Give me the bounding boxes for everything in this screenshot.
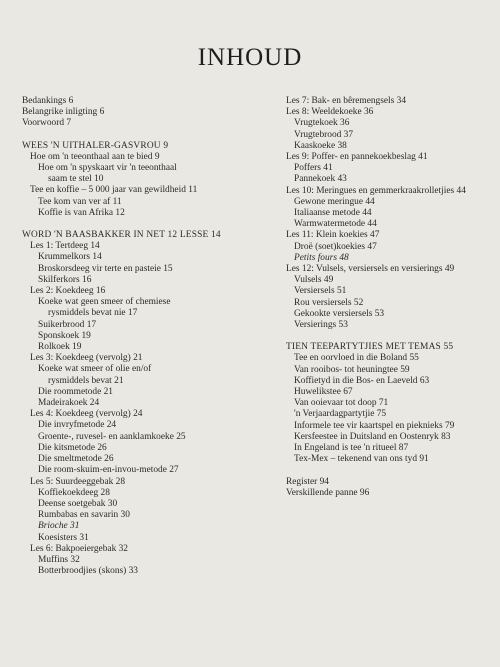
- toc-entry: Die smeltmetode 26: [38, 454, 114, 465]
- toc-entry: Versierings 53: [294, 320, 348, 331]
- toc-entry: Skilferkors 16: [38, 274, 92, 285]
- page-title: INHOUD: [197, 44, 303, 71]
- toc-entry: Italiaanse metode 44: [294, 208, 372, 219]
- toc-entry: Die invryfmetode 24: [38, 420, 117, 431]
- toc-entry: saam te stel 10: [48, 174, 104, 185]
- toc-entry: Petits fours 48: [294, 252, 349, 263]
- toc-entry: Les 4: Koekdeeg (vervolg) 24: [30, 409, 143, 420]
- toc-entry: Suikerbrood 17: [38, 319, 97, 330]
- toc-entry: Koffiekoekdeeg 28: [38, 487, 110, 498]
- toc-entry: TIEN TEEPARTYTJIES MET TEMAS 55: [286, 342, 454, 353]
- toc-entry: Koeke wat smeer of olie en/of: [38, 364, 152, 375]
- toc-entry: Kaaskoeke 38: [294, 140, 347, 151]
- toc-entry: Vrugtekoek 36: [294, 118, 350, 129]
- toc-entry: rysmiddels bevat 21: [48, 375, 124, 386]
- toc-entry: Deense soetgebak 30: [38, 498, 118, 509]
- toc-entry: Madeirakoek 24: [38, 398, 100, 409]
- toc-entry: Kersfeestee in Duitsland en Oostenryk 83: [294, 431, 451, 442]
- toc-entry: Les 12: Vulsels, versiersels en versierings 49: [286, 264, 455, 275]
- toc-entry: Tee en oorvloed in die Boland 55: [294, 353, 419, 364]
- toc-entry: Broskorsdeeg vir terte en pasteie 15: [38, 263, 173, 274]
- toc-entry: Tee kom van ver af 11: [38, 196, 122, 207]
- toc-entry: In Engeland is tee 'n ritueel 87: [294, 443, 409, 454]
- toc-entry: WEES 'N UITHALER-GASVROU 9: [22, 140, 169, 151]
- toc-entry: Vrugtebrood 37: [294, 129, 354, 140]
- toc-entry: Versiersels 51: [294, 286, 347, 297]
- toc-entry: Informele tee vir kaartspel en pieknieks 79: [294, 420, 455, 431]
- toc-entry: Hoe om 'n spyskaart vir 'n teeonthaal: [38, 163, 177, 174]
- toc-entry: Les 7: Bak- en bêremengsels 34: [286, 96, 407, 106]
- toc-left-column: [22, 96, 284, 577]
- toc-entry: Les 3: Koekdeeg (vervolg) 21: [30, 353, 143, 364]
- toc-entry: Les 11: Klein koekies 47: [286, 230, 380, 241]
- toc-entry: Van ooievaar tot doop 71: [294, 398, 389, 409]
- toc-entry: Les 10: Meringues en gemmerkraakrolletjies 44: [286, 185, 466, 196]
- toc-entry: Rolkoek 19: [38, 342, 82, 353]
- toc-entry: Koffie is van Afrika 12: [38, 207, 125, 218]
- toc-entry: Brioche 31: [38, 521, 80, 532]
- toc-entry: Gekookte versiersels 53: [294, 308, 385, 319]
- toc-entry: Droë (soet)koekies 47: [294, 241, 377, 252]
- toc-entry: Les 8: Weeldekoeke 36: [286, 107, 374, 118]
- toc-entry: Poffers 41: [294, 163, 333, 174]
- toc-entry: Groente-, ruvesel- en aanklamkoeke 25: [38, 431, 186, 442]
- toc-entry: Vulsels 49: [294, 275, 334, 286]
- toc-entry: Les 9: Poffer- en pannekoekbeslag 41: [286, 152, 428, 163]
- toc-entry: Koeke wat geen smeer of chemiese: [38, 297, 171, 308]
- toc-entry: Koesisters 31: [38, 532, 89, 543]
- toc-entry: Koffietyd in die Bos- en Laeveld 63: [294, 375, 430, 386]
- toc-entry: Rou versiersels 52: [294, 297, 364, 308]
- toc-entry: WORD 'N BAASBAKKER IN NET 12 LESSE 14: [22, 230, 221, 241]
- toc-entry: Les 5: Suurdeeggebak 28: [30, 476, 126, 487]
- toc-entry: Bedankings 6: [22, 96, 74, 106]
- toc-entry: Sponskoek 19: [38, 330, 91, 341]
- toc-entry: Huwelikstee 67: [294, 387, 353, 398]
- toc-entry: Hoe om 'n teeonthaal aan te bied 9: [30, 151, 160, 162]
- toc-entry: Register 94: [286, 476, 329, 487]
- toc-entry: Die roommetode 21: [38, 386, 113, 397]
- toc-entry: Voorwoord 7: [22, 118, 72, 129]
- toc-entry: Van rooibos- tot heuningtee 59: [294, 364, 410, 375]
- toc-right-column: [286, 96, 498, 499]
- toc-entry: Die room-skuim-en-invou-metode 27: [38, 465, 179, 476]
- toc-entry: Belangrike inligting 6: [22, 107, 105, 118]
- toc-entry: Les 6: Bakpoeiergebak 32: [30, 543, 128, 554]
- toc-entry: rysmiddels bevat nie 17: [48, 308, 138, 319]
- toc-entry: Gewone meringue 44: [294, 196, 375, 207]
- toc-entry: Muffins 32: [38, 554, 80, 565]
- toc-entry: Tee en koffie – 5 000 jaar van gewildheid 11: [30, 185, 198, 196]
- toc-entry: Pannekoek 43: [294, 174, 347, 185]
- toc-entry: Botterbroodjies (skons) 33: [38, 566, 138, 577]
- toc-entry: Die kitsmetode 26: [38, 442, 107, 453]
- toc-entry: Warmwatermetode 44: [294, 219, 377, 230]
- toc-entry: Verskillende panne 96: [286, 487, 370, 498]
- toc-entry: Les 2: Koekdeeg 16: [30, 286, 106, 297]
- toc-entry: Tex-Mex – tekenend van ons tyd 91: [294, 454, 429, 465]
- toc-entry: Krummelkors 14: [38, 252, 102, 263]
- toc-entry: Rumbabas en savarin 30: [38, 510, 130, 521]
- toc-entry: Les 1: Tertdeeg 14: [30, 241, 100, 252]
- toc-entry: 'n Verjaardagpartytjie 75: [294, 409, 387, 420]
